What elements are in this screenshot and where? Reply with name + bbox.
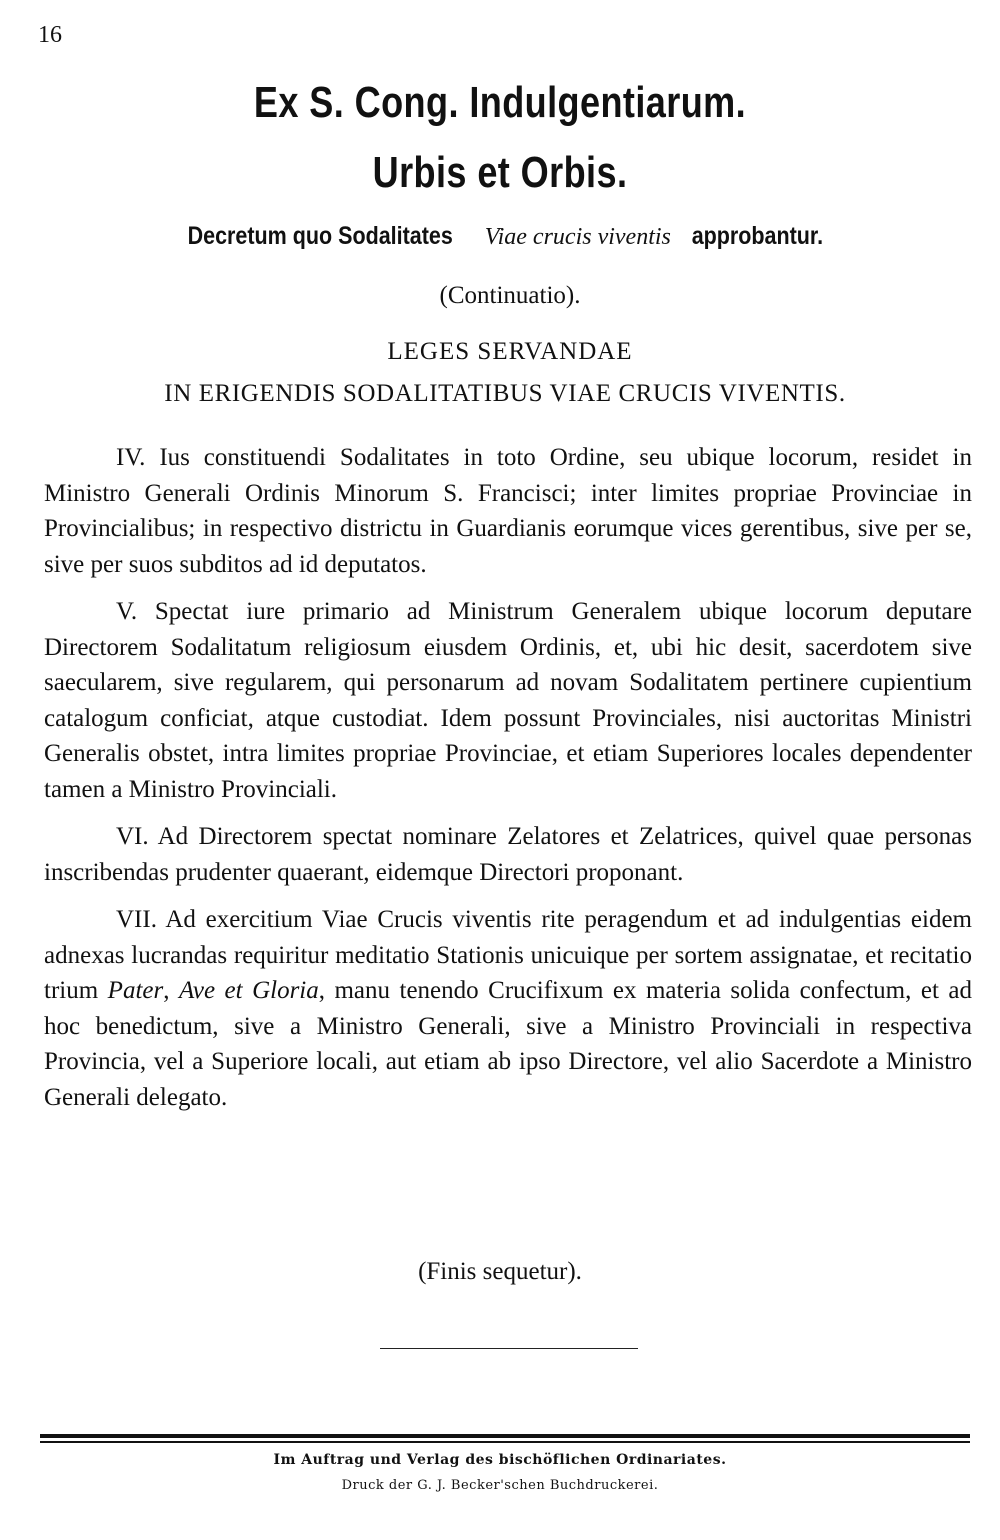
paragraph-vii-separator: ,: [163, 977, 170, 1004]
imprint-publisher: Im Auftrag und Verlag des bischöflichen Ordinariates.: [273, 1452, 727, 1468]
leges-heading-line1: LEGES SERVANDAE: [387, 338, 633, 365]
heading-urbis-et-orbis: Urbis et Orbis.: [372, 148, 628, 197]
paragraph-vi: VI. Ad Directorem spectat nominare Zelatores et Zelatrices, quivel quae personas inscribendas prudenter quaerant, eidemque Directori proponant.: [44, 823, 972, 886]
paragraph-vii-ave-gloria: Ave et Gloria: [178, 977, 319, 1004]
paragraph-vii-part1: VII. Ad exercitium Viae Crucis viventis rite peragendum et ad indulgentias eidem adnexas lucrandas requiritur meditatio Stationis unicuique per sortem assignatae, et recitatio trium: [44, 906, 972, 1004]
footer-rule-thin: [40, 1441, 970, 1443]
paragraph-vii-pater: Pater: [107, 977, 164, 1004]
subtitle-before: Decretum quo Sodalitates: [187, 222, 453, 250]
finis-sequetur: (Finis sequetur).: [418, 1258, 582, 1285]
page-number: 16: [38, 22, 62, 48]
section-divider: [380, 1348, 638, 1349]
leges-heading-line2: IN ERIGENDIS SODALITATIBUS VIAE CRUCIS VIVENTIS.: [164, 380, 846, 407]
paragraph-vii-part2: , manu tenendo Crucifixum ex materia solida confectum, et ad hoc benedictum, sive a Ministro Generali, sive a Ministro Provinciali in respectiva Provincia, vel a Superiore locali, aut etiam ab ipso Directore, vel alio Sacerdote a Ministro Generali delegato.: [44, 977, 972, 1111]
subtitle-italic: Viae crucis viventis: [484, 224, 671, 250]
subtitle-after: approbantur.: [691, 222, 824, 250]
footer-rule-thick: [40, 1434, 970, 1438]
paragraph-vii: [44, 902, 972, 1115]
paragraph-v: V. Spectat iure primario ad Ministrum Generalem ubique locorum deputare Directorem Sodalitatum religiosum eiusdem Ordinis, et, ubi hic desit, sacerdotem sive saecularem, sive regularem, qui personarum ad novam Sodalitatem pertinere cupientium catalogum conficiat, atque custodiat. Idem possunt Provinciales, nisi auctoritas Ministri Generalis obstet, intra limites propriae Provinciae, et etiam Superiores locales dependenter tamen a Ministro Provinciali.: [44, 598, 972, 803]
paragraph-iv: IV. Ius constituendi Sodalitates in toto Ordine, seu ubique locorum, residet in Ministro Generali Ordinis Minorum S. Francisci; inter limites propriae Provinciae in Provincialibus; in respectivo districtu in Guardianis eorumque vices gerentibus, sive per se, sive per suos subditos ad id deputatos.: [44, 444, 972, 578]
decree-body: [44, 440, 972, 1127]
continuatio-label: (Continuatio).: [439, 282, 581, 309]
heading-congregation: Ex S. Cong. Indulgentiarum.: [253, 78, 747, 127]
decree-subtitle: [0, 222, 1000, 251]
imprint-printer: Druck der G. J. Becker'schen Buchdruckerei.: [341, 1478, 659, 1493]
